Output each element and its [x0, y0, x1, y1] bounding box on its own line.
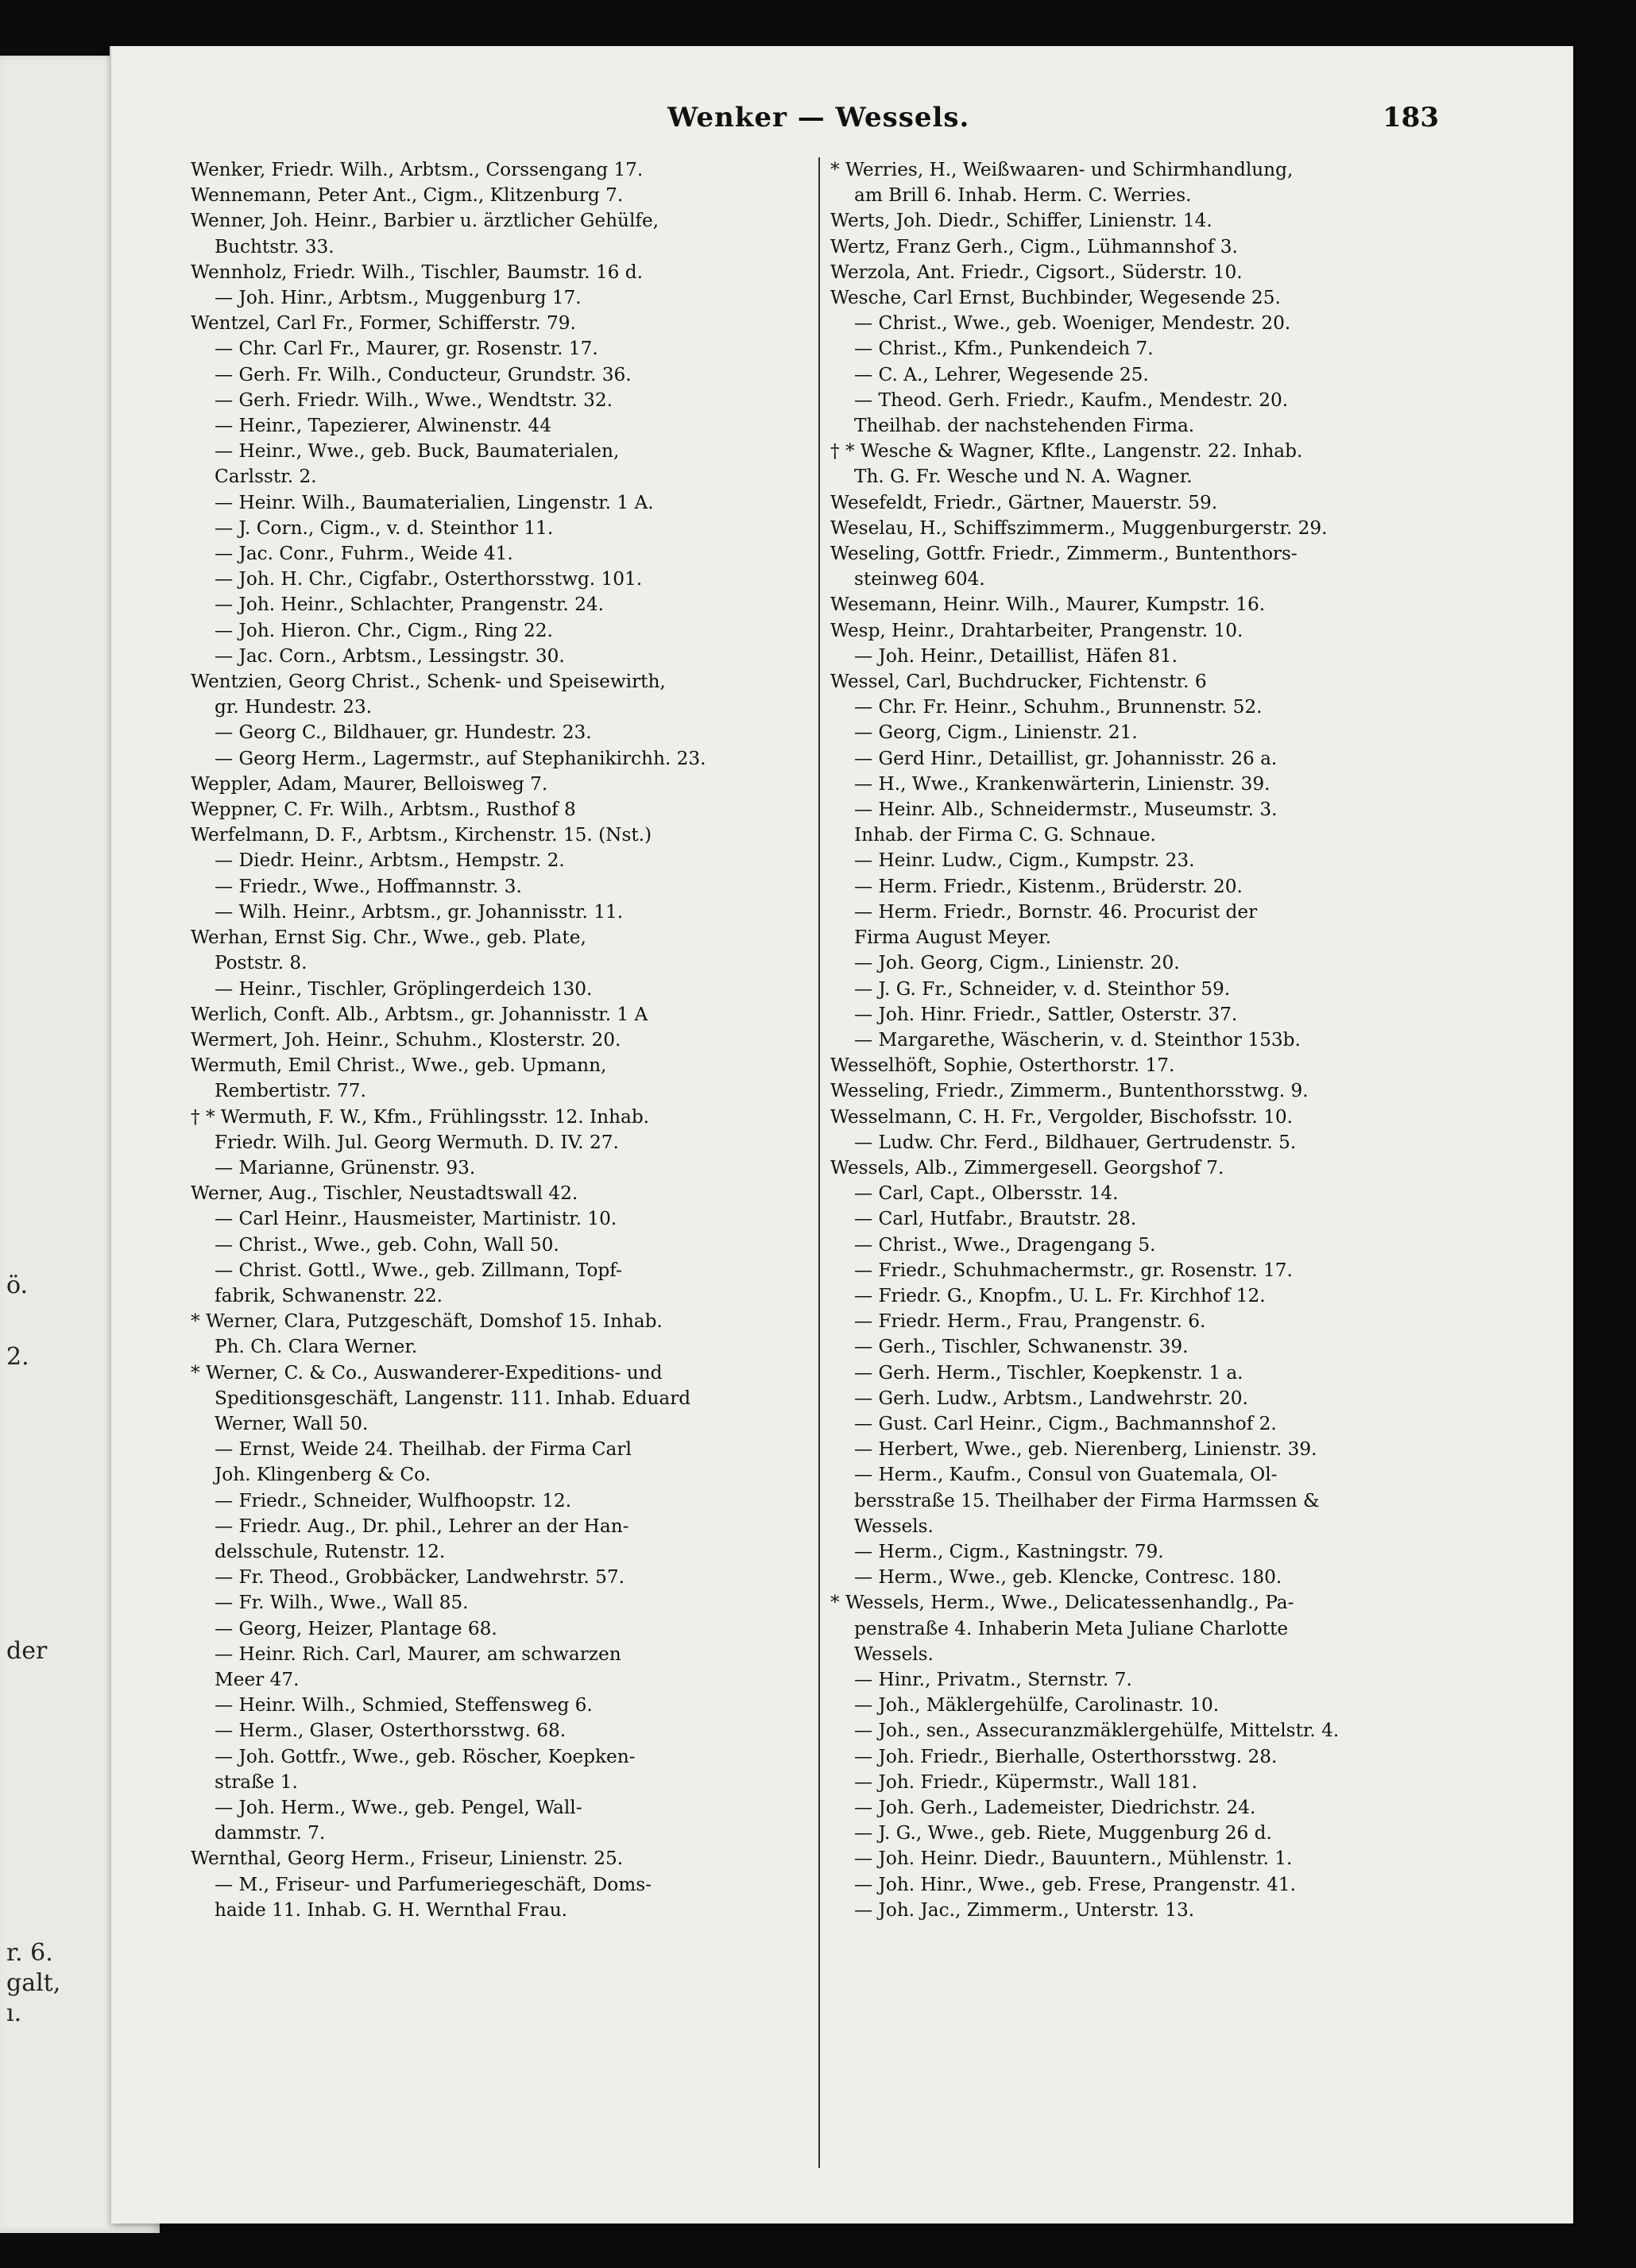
directory-entry — [191, 1846, 834, 1871]
entry-line: — Herm., Wwe., geb. Klencke, Contresc. 180. — [854, 1566, 1282, 1589]
entry-line: Friedr. Wilh. Jul. Georg Wermuth. D. IV. 27. — [215, 1131, 619, 1153]
directory-entry — [830, 746, 1474, 772]
directory-entry — [191, 1514, 834, 1565]
entry-line: — Joh. Gottfr., Wwe., geb. Röscher, Koepken- — [215, 1745, 636, 1767]
entry-line: † * Wermuth, F. W., Kfm., Frühlingsstr. 12. Inhab. — [191, 1105, 650, 1128]
directory-entry — [191, 1565, 834, 1590]
entry-line: Wenner, Joh. Heinr., Barbier u. ärztlicher Gehülfe, — [191, 210, 659, 232]
entry-line: am Brill 6. Inhab. Herm. C. Werries. — [854, 184, 1192, 207]
directory-entry — [191, 285, 834, 311]
directory-entry — [830, 644, 1474, 669]
directory-entry — [830, 1795, 1474, 1821]
entry-line: — Ludw. Chr. Ferd., Bildhauer, Gertrudenstr. 5. — [854, 1131, 1297, 1153]
entry-line: — Gerd Hinr., Detaillist, gr. Johannisstr. 26 a. — [854, 747, 1278, 769]
entry-line: Wessels. — [854, 1643, 934, 1665]
entry-line: Inhab. der Firma C. G. Schnaue. — [854, 824, 1156, 846]
directory-entry — [830, 1411, 1474, 1437]
directory-entry — [830, 1181, 1474, 1206]
directory-entry — [191, 208, 834, 259]
directory-entry — [830, 1360, 1474, 1386]
entry-line: — Christ., Wwe., geb. Cohn, Wall 50. — [215, 1233, 559, 1256]
entry-line: — Christ., Kfm., Punkendeich 7. — [854, 338, 1154, 360]
entry-line: Werner, Wall 50. — [215, 1412, 369, 1434]
directory-entry — [830, 1437, 1474, 1462]
entry-line: penstraße 4. Inhaberin Meta Juliane Charlotte — [854, 1617, 1289, 1639]
directory-entry — [830, 1155, 1474, 1181]
entry-line: Werts, Joh. Diedr., Schiffer, Linienstr. 14. — [830, 210, 1212, 232]
entry-line: Wessels, Alb., Zimmergesell. Georgshof 7. — [830, 1156, 1224, 1179]
entry-line: Wertz, Franz Gerh., Cigm., Lühmannshof 3. — [830, 235, 1238, 257]
directory-entry — [830, 336, 1474, 362]
directory-entry — [830, 157, 1474, 208]
directory-entry — [830, 1590, 1474, 1667]
entry-line: Wentzel, Carl Fr., Former, Schifferstr. 79. — [191, 312, 576, 335]
entry-line: — Friedr. G., Knopfm., U. L. Fr. Kirchhof 12. — [854, 1284, 1266, 1306]
entry-line: Speditionsgeschäft, Langenstr. 111. Inhab. Eduard — [215, 1387, 691, 1409]
entry-line: Wesemann, Heinr. Wilh., Maurer, Kumpstr. 16. — [830, 594, 1266, 616]
entry-line: — Joh., Mäklergehülfe, Carolinastr. 10. — [854, 1694, 1220, 1716]
entry-line: steinweg 604. — [854, 568, 985, 590]
entry-line: — Joh. Gerh., Lademeister, Diedrichstr. 24. — [854, 1797, 1256, 1818]
entry-line: Wesselmann, C. H. Fr., Vergolder, Bischofsstr. 10. — [830, 1105, 1293, 1128]
entry-line: — Gerh., Tischler, Schwanenstr. 39. — [854, 1336, 1189, 1358]
entry-line: — Joh. Heinr. Diedr., Bauuntern., Mühlenstr. 1. — [854, 1848, 1293, 1870]
directory-entry — [191, 977, 834, 1002]
entry-line: — Christ., Wwe., Dragengang 5. — [854, 1233, 1156, 1256]
directory-entry — [830, 439, 1474, 490]
entry-line: Rembertistr. 77. — [215, 1080, 366, 1102]
entry-line: * Wessels, Herm., Wwe., Delicatessenhandlg., Pa- — [830, 1592, 1294, 1614]
entry-line: Wennholz, Friedr. Wilh., Tischler, Baumstr. 16 d. — [191, 261, 644, 283]
directory-entry — [191, 592, 834, 617]
entry-line: Wessel, Carl, Buchdrucker, Fichtenstr. 6 — [830, 671, 1207, 693]
directory-entry — [830, 1693, 1474, 1718]
directory-entry — [830, 618, 1474, 644]
entry-line: — Joh. H. Chr., Cigfabr., Osterthorsstwg. 101. — [215, 568, 643, 590]
directory-entry — [830, 874, 1474, 900]
entry-line: — Chr. Carl Fr., Maurer, gr. Rosenstr. 17. — [215, 338, 598, 360]
entry-line: Theilhab. der nachstehenden Firma. — [854, 415, 1195, 437]
directory-entry — [830, 1539, 1474, 1565]
margin-fragment: 2. — [6, 1343, 29, 1371]
directory-entry — [191, 490, 834, 516]
entry-line: — Joh. Friedr., Bierhalle, Osterthorsstwg. 28. — [854, 1745, 1278, 1767]
directory-entry — [830, 388, 1474, 439]
directory-entry — [191, 1437, 834, 1488]
directory-entry — [191, 439, 834, 490]
entry-line: — Friedr., Wwe., Hoffmannstr. 3. — [215, 875, 522, 897]
entry-line: dammstr. 7. — [215, 1822, 326, 1844]
directory-entry — [191, 362, 834, 388]
entry-line: — Heinr., Wwe., geb. Buck, Baumaterialen, — [215, 440, 620, 463]
entry-line: — Fr. Wilh., Wwe., Wall 85. — [215, 1592, 469, 1614]
directory-entry — [830, 1334, 1474, 1360]
directory-page — [110, 46, 1573, 2223]
entry-line: Wesseling, Friedr., Zimmerm., Buntenthorsstwg. 9. — [830, 1080, 1309, 1102]
directory-entry — [830, 260, 1474, 285]
directory-entry — [830, 1718, 1474, 1744]
directory-entry — [191, 1206, 834, 1232]
entry-line: — Jac. Corn., Arbtsm., Lessingstr. 30. — [215, 644, 565, 667]
margin-fragment: ı. — [6, 1999, 22, 2027]
directory-entry — [191, 1105, 834, 1155]
entry-line: — Joh. Hinr., Wwe., geb. Frese, Prangenstr. 41. — [854, 1873, 1296, 1895]
entry-line: — Gerh. Fr. Wilh., Conducteur, Grundstr. 36. — [215, 363, 632, 385]
entry-line: — Friedr. Herm., Frau, Prangenstr. 6. — [854, 1310, 1206, 1333]
directory-entry — [191, 1872, 834, 1923]
entry-line: — Herm. Friedr., Kistenm., Brüderstr. 20. — [854, 875, 1243, 897]
directory-entry — [191, 1155, 834, 1181]
entry-line: — H., Wwe., Krankenwärterin, Linienstr. 39. — [854, 772, 1271, 795]
directory-entry — [830, 1053, 1474, 1078]
directory-entry — [830, 1744, 1474, 1770]
directory-entry — [191, 1053, 834, 1104]
directory-entry — [191, 618, 834, 644]
entry-line: haide 11. Inhab. G. H. Wernthal Frau. — [215, 1898, 568, 1921]
entry-line: — C. A., Lehrer, Wegesende 25. — [854, 363, 1149, 385]
entry-line: Werzola, Ant. Friedr., Cigsort., Süderstr. 10. — [830, 261, 1243, 283]
entry-line: — Georg, Cigm., Linienstr. 21. — [854, 722, 1138, 744]
directory-entry — [830, 234, 1474, 260]
entry-line: — Gerh. Herm., Tischler, Koepkenstr. 1 a. — [854, 1361, 1243, 1384]
directory-entry — [191, 772, 834, 797]
directory-entry — [830, 208, 1474, 234]
entry-line: — Ernst, Weide 24. Theilhab. der Firma Carl — [215, 1438, 632, 1461]
entry-line: — Joh. Friedr., Küpermstr., Wall 181. — [854, 1771, 1198, 1793]
directory-entry — [191, 260, 834, 285]
entry-line: — J. G., Wwe., geb. Riete, Muggenburg 26 d. — [854, 1822, 1272, 1844]
margin-fragment: der — [6, 1637, 48, 1665]
directory-entry — [191, 1488, 834, 1514]
entry-line: Weppler, Adam, Maurer, Belloisweg 7. — [191, 772, 548, 795]
entry-line: Werfelmann, D. F., Arbtsm., Kirchenstr. 15. (Nst.) — [191, 824, 652, 846]
directory-entry — [830, 1206, 1474, 1232]
directory-entry — [830, 950, 1474, 976]
directory-entry — [830, 1565, 1474, 1590]
entry-line: Wessels. — [854, 1515, 934, 1537]
directory-entry — [191, 1181, 834, 1206]
entry-line: — Joh. Jac., Zimmerm., Unterstr. 13. — [854, 1898, 1195, 1921]
entry-line: Poststr. 8. — [215, 952, 307, 974]
directory-entry — [191, 1360, 834, 1438]
entry-line: — Heinr. Rich. Carl, Maurer, am schwarzen — [215, 1643, 621, 1665]
directory-entry — [830, 1872, 1474, 1898]
entry-line: Wernthal, Georg Herm., Friseur, Linienstr. 25. — [191, 1848, 624, 1870]
margin-fragment: r. 6. — [6, 1939, 53, 1967]
entry-line: — Herm. Friedr., Bornstr. 46. Procurist der — [854, 900, 1258, 923]
entry-line: Wenker, Friedr. Wilh., Arbtsm., Corssengang 17. — [191, 159, 644, 180]
entry-line: — Hinr., Privatm., Sternstr. 7. — [854, 1668, 1132, 1690]
directory-entry — [191, 746, 834, 772]
entry-line: — Gust. Carl Heinr., Cigm., Bachmannshof 2. — [854, 1412, 1277, 1434]
entry-line: Wesp, Heinr., Drahtarbeiter, Prangenstr. 10. — [830, 619, 1243, 641]
entry-line: Werner, Aug., Tischler, Neustadtswall 42. — [191, 1182, 578, 1205]
directory-entry — [191, 1693, 834, 1718]
directory-entry — [191, 1002, 834, 1028]
entry-line: — Heinr., Tapezierer, Alwinenstr. 44 — [215, 415, 552, 437]
directory-entry — [830, 592, 1474, 617]
entry-line: — Fr. Theod., Grobbäcker, Landwehrstr. 57. — [215, 1566, 625, 1589]
right-column — [830, 157, 1474, 1923]
directory-entry — [830, 669, 1474, 695]
directory-entry — [191, 388, 834, 413]
directory-entry — [830, 1028, 1474, 1053]
entry-line: * Werner, C. & Co., Auswanderer-Expeditions- und — [191, 1361, 663, 1384]
directory-entry — [830, 1821, 1474, 1846]
directory-entry — [830, 311, 1474, 336]
entry-line: Weppner, C. Fr. Wilh., Arbtsm., Rusthof 8 — [191, 799, 576, 821]
directory-entry — [830, 1462, 1474, 1539]
entry-line: — Heinr. Alb., Schneidermstr., Museumstr. 3. — [854, 799, 1278, 821]
entry-line: Carlsstr. 2. — [215, 466, 317, 488]
directory-entry — [191, 848, 834, 873]
entry-line: — Carl Heinr., Hausmeister, Martinistr. 10. — [215, 1208, 617, 1230]
entry-line: — Carl, Hutfabr., Brautstr. 28. — [854, 1208, 1137, 1230]
entry-line: delsschule, Rutenstr. 12. — [215, 1540, 446, 1562]
entry-line: — Theod. Gerh. Friedr., Kaufm., Mendestr. 20. — [854, 389, 1289, 411]
entry-line: — Marianne, Grünenstr. 93. — [215, 1156, 476, 1179]
entry-line: — J. Corn., Cigm., v. d. Steinthor 11. — [215, 517, 554, 539]
directory-entry — [830, 900, 1474, 950]
directory-entry — [830, 1130, 1474, 1155]
entry-line: Werhan, Ernst Sig. Chr., Wwe., geb. Plate, — [191, 927, 586, 949]
entry-line: * Werner, Clara, Putzgeschäft, Domshof 15. Inhab. — [191, 1310, 663, 1333]
entry-line: — Diedr. Heinr., Arbtsm., Hempstr. 2. — [215, 850, 565, 872]
entry-line: — Georg Herm., Lagermstr., auf Stephanikirchh. 23. — [215, 747, 706, 769]
entry-line: — Herbert, Wwe., geb. Nierenberg, Linienstr. 39. — [854, 1438, 1317, 1461]
entry-line: — Joh. Hinr., Arbtsm., Muggenburg 17. — [215, 287, 582, 309]
entry-line: Weseling, Gottfr. Friedr., Zimmerm., Buntenthors- — [830, 543, 1298, 565]
entry-line: bersstraße 15. Theilhaber der Firma Harmssen & — [854, 1489, 1320, 1511]
entry-line: Meer 47. — [215, 1668, 300, 1690]
entry-line: — Heinr., Tischler, Gröplingerdeich 130. — [215, 977, 593, 1000]
page-number: 183 — [1383, 102, 1439, 134]
entry-line: — Joh. Herm., Wwe., geb. Pengel, Wall- — [215, 1797, 582, 1818]
entry-line: fabrik, Schwanenstr. 22. — [215, 1284, 443, 1306]
entry-line: † * Wesche & Wagner, Kflte., Langenstr. 22. Inhab. — [830, 440, 1303, 463]
directory-entry — [830, 1770, 1474, 1795]
entry-line: — Margarethe, Wäscherin, v. d. Steinthor 153b. — [854, 1028, 1301, 1051]
directory-entry — [191, 1642, 834, 1693]
entry-line: Wesche, Carl Ernst, Buchbinder, Wegesende 25. — [830, 287, 1281, 309]
entry-line: Wermert, Joh. Heinr., Schuhm., Klosterstr. 20. — [191, 1028, 621, 1051]
directory-entry — [830, 516, 1474, 541]
margin-fragment: galt, — [6, 1969, 61, 1997]
left-column — [191, 157, 834, 1923]
directory-entry — [191, 1795, 834, 1846]
entry-line: Werlich, Conft. Alb., Arbtsm., gr. Johannisstr. 1 A — [191, 1003, 648, 1025]
directory-entry — [191, 516, 834, 541]
directory-entry — [191, 822, 834, 848]
directory-entry — [191, 1590, 834, 1616]
entry-line: Wentzien, Georg Christ., Schenk- und Speisewirth, — [191, 671, 666, 693]
entry-line: Wesefeldt, Friedr., Gärtner, Mauerstr. 59. — [830, 491, 1218, 513]
entry-line: — Carl, Capt., Olbersstr. 14. — [854, 1182, 1119, 1205]
entry-line: — Joh. Hieron. Chr., Cigm., Ring 22. — [215, 619, 553, 641]
entry-line: Wermuth, Emil Christ., Wwe., geb. Upmann, — [191, 1055, 607, 1077]
entry-line: — Gerh. Ludw., Arbtsm., Landwehrstr. 20. — [854, 1387, 1248, 1409]
directory-entry — [191, 157, 834, 183]
entry-line: straße 1. — [215, 1771, 298, 1793]
entry-line: — Herm., Kaufm., Consul von Guatemala, Ol- — [854, 1464, 1278, 1486]
entry-line: — Georg, Heizer, Plantage 68. — [215, 1617, 497, 1639]
directory-entry — [191, 720, 834, 745]
directory-entry — [830, 720, 1474, 745]
entry-line: Wesselhöft, Sophie, Osterthorstr. 17. — [830, 1055, 1175, 1077]
directory-entry — [191, 183, 834, 208]
entry-line: Buchtstr. 33. — [215, 235, 335, 257]
directory-entry — [191, 1744, 834, 1795]
directory-entry — [830, 285, 1474, 311]
entry-line: — J. G. Fr., Schneider, v. d. Steinthor 59. — [854, 977, 1231, 1000]
entry-line: — Friedr., Schuhmachermstr., gr. Rosenstr. 17. — [854, 1259, 1293, 1281]
entry-line: — Chr. Fr. Heinr., Schuhm., Brunnenstr. 52. — [854, 696, 1263, 718]
directory-entry — [830, 1667, 1474, 1693]
entry-line: — Heinr. Ludw., Cigm., Kumpstr. 23. — [854, 850, 1195, 872]
entry-line: Weselau, H., Schiffszimmerm., Muggenburgerstr. 29. — [830, 517, 1328, 539]
directory-entry — [830, 977, 1474, 1002]
entry-line: — Joh. Georg, Cigm., Linienstr. 20. — [854, 952, 1180, 974]
directory-entry — [830, 541, 1474, 592]
entry-line: — Wilh. Heinr., Arbtsm., gr. Johannisstr. 11. — [215, 900, 624, 923]
entry-line: Firma August Meyer. — [854, 927, 1052, 949]
directory-entry — [830, 1386, 1474, 1411]
directory-entry — [830, 1846, 1474, 1871]
directory-entry — [830, 1258, 1474, 1283]
directory-entry — [191, 644, 834, 669]
column-divider — [818, 157, 820, 2168]
directory-entry — [830, 1283, 1474, 1309]
directory-entry — [191, 1028, 834, 1053]
running-header — [111, 102, 1573, 141]
entry-line: — Joh. Heinr., Detaillist, Häfen 81. — [854, 644, 1178, 667]
directory-entry — [191, 336, 834, 362]
directory-entry — [191, 1258, 834, 1309]
entry-line: — Heinr. Wilh., Schmied, Steffensweg 6. — [215, 1694, 593, 1716]
directory-entry — [830, 1898, 1474, 1923]
entry-line: * Werries, H., Weißwaaren- und Schirmhandlung, — [830, 159, 1294, 180]
directory-entry — [830, 362, 1474, 388]
entry-line: — M., Friseur- und Parfumeriegeschäft, Doms- — [215, 1873, 652, 1895]
entry-line: — Heinr. Wilh., Baumaterialien, Lingenstr. 1 A. — [215, 491, 654, 513]
entry-line: — Herm., Glaser, Osterthorsstwg. 68. — [215, 1720, 567, 1742]
directory-entry — [191, 669, 834, 720]
directory-entry — [191, 541, 834, 567]
entry-line: — Friedr., Schneider, Wulfhoopstr. 12. — [215, 1489, 571, 1511]
directory-entry — [191, 1309, 834, 1360]
entry-line: — Gerh. Friedr. Wilh., Wwe., Wendtstr. 32. — [215, 389, 613, 411]
entry-line: Ph. Ch. Clara Werner. — [215, 1336, 418, 1358]
directory-entry — [191, 311, 834, 336]
page-title: Wenker — Wessels. — [667, 102, 970, 134]
entry-line: — Christ., Wwe., geb. Woeniger, Mendestr. 20. — [854, 312, 1291, 335]
directory-entry — [191, 874, 834, 900]
directory-entry — [830, 1233, 1474, 1258]
entry-line: — Herm., Cigm., Kastningstr. 79. — [854, 1540, 1164, 1562]
directory-entry — [191, 1718, 834, 1744]
entry-line: — Christ. Gottl., Wwe., geb. Zillmann, Topf- — [215, 1259, 622, 1281]
directory-entry — [191, 1616, 834, 1642]
entry-line: Wennemann, Peter Ant., Cigm., Klitzenburg 7. — [191, 184, 624, 207]
directory-entry — [830, 695, 1474, 720]
entry-line: — Jac. Conr., Fuhrm., Weide 41. — [215, 543, 513, 565]
entry-line: gr. Hundestr. 23. — [215, 696, 373, 718]
entry-line: Th. G. Fr. Wesche und N. A. Wagner. — [854, 466, 1193, 488]
entry-line: — Joh., sen., Assecuranzmäklergehülfe, Mittelstr. 4. — [854, 1720, 1340, 1742]
directory-entry — [191, 413, 834, 439]
directory-entry — [830, 490, 1474, 516]
directory-entry — [830, 772, 1474, 797]
entry-line: Joh. Klingenberg & Co. — [215, 1464, 431, 1486]
directory-entry — [830, 848, 1474, 873]
directory-entry — [191, 567, 834, 592]
margin-fragment: ö. — [6, 1271, 29, 1299]
directory-entry — [191, 925, 834, 976]
directory-entry — [830, 1078, 1474, 1104]
directory-entry — [191, 900, 834, 925]
entry-line: — Friedr. Aug., Dr. phil., Lehrer an der Han- — [215, 1515, 629, 1537]
directory-entry — [830, 1002, 1474, 1028]
directory-entry — [830, 797, 1474, 848]
directory-entry — [830, 1309, 1474, 1334]
entry-line: — Georg C., Bildhauer, gr. Hundestr. 23. — [215, 722, 592, 744]
directory-entry — [191, 1233, 834, 1258]
entry-line: — Joh. Heinr., Schlachter, Prangenstr. 24. — [215, 594, 605, 616]
entry-line: — Joh. Hinr. Friedr., Sattler, Osterstr. 37. — [854, 1003, 1238, 1025]
directory-entry — [191, 797, 834, 822]
directory-entry — [830, 1105, 1474, 1130]
